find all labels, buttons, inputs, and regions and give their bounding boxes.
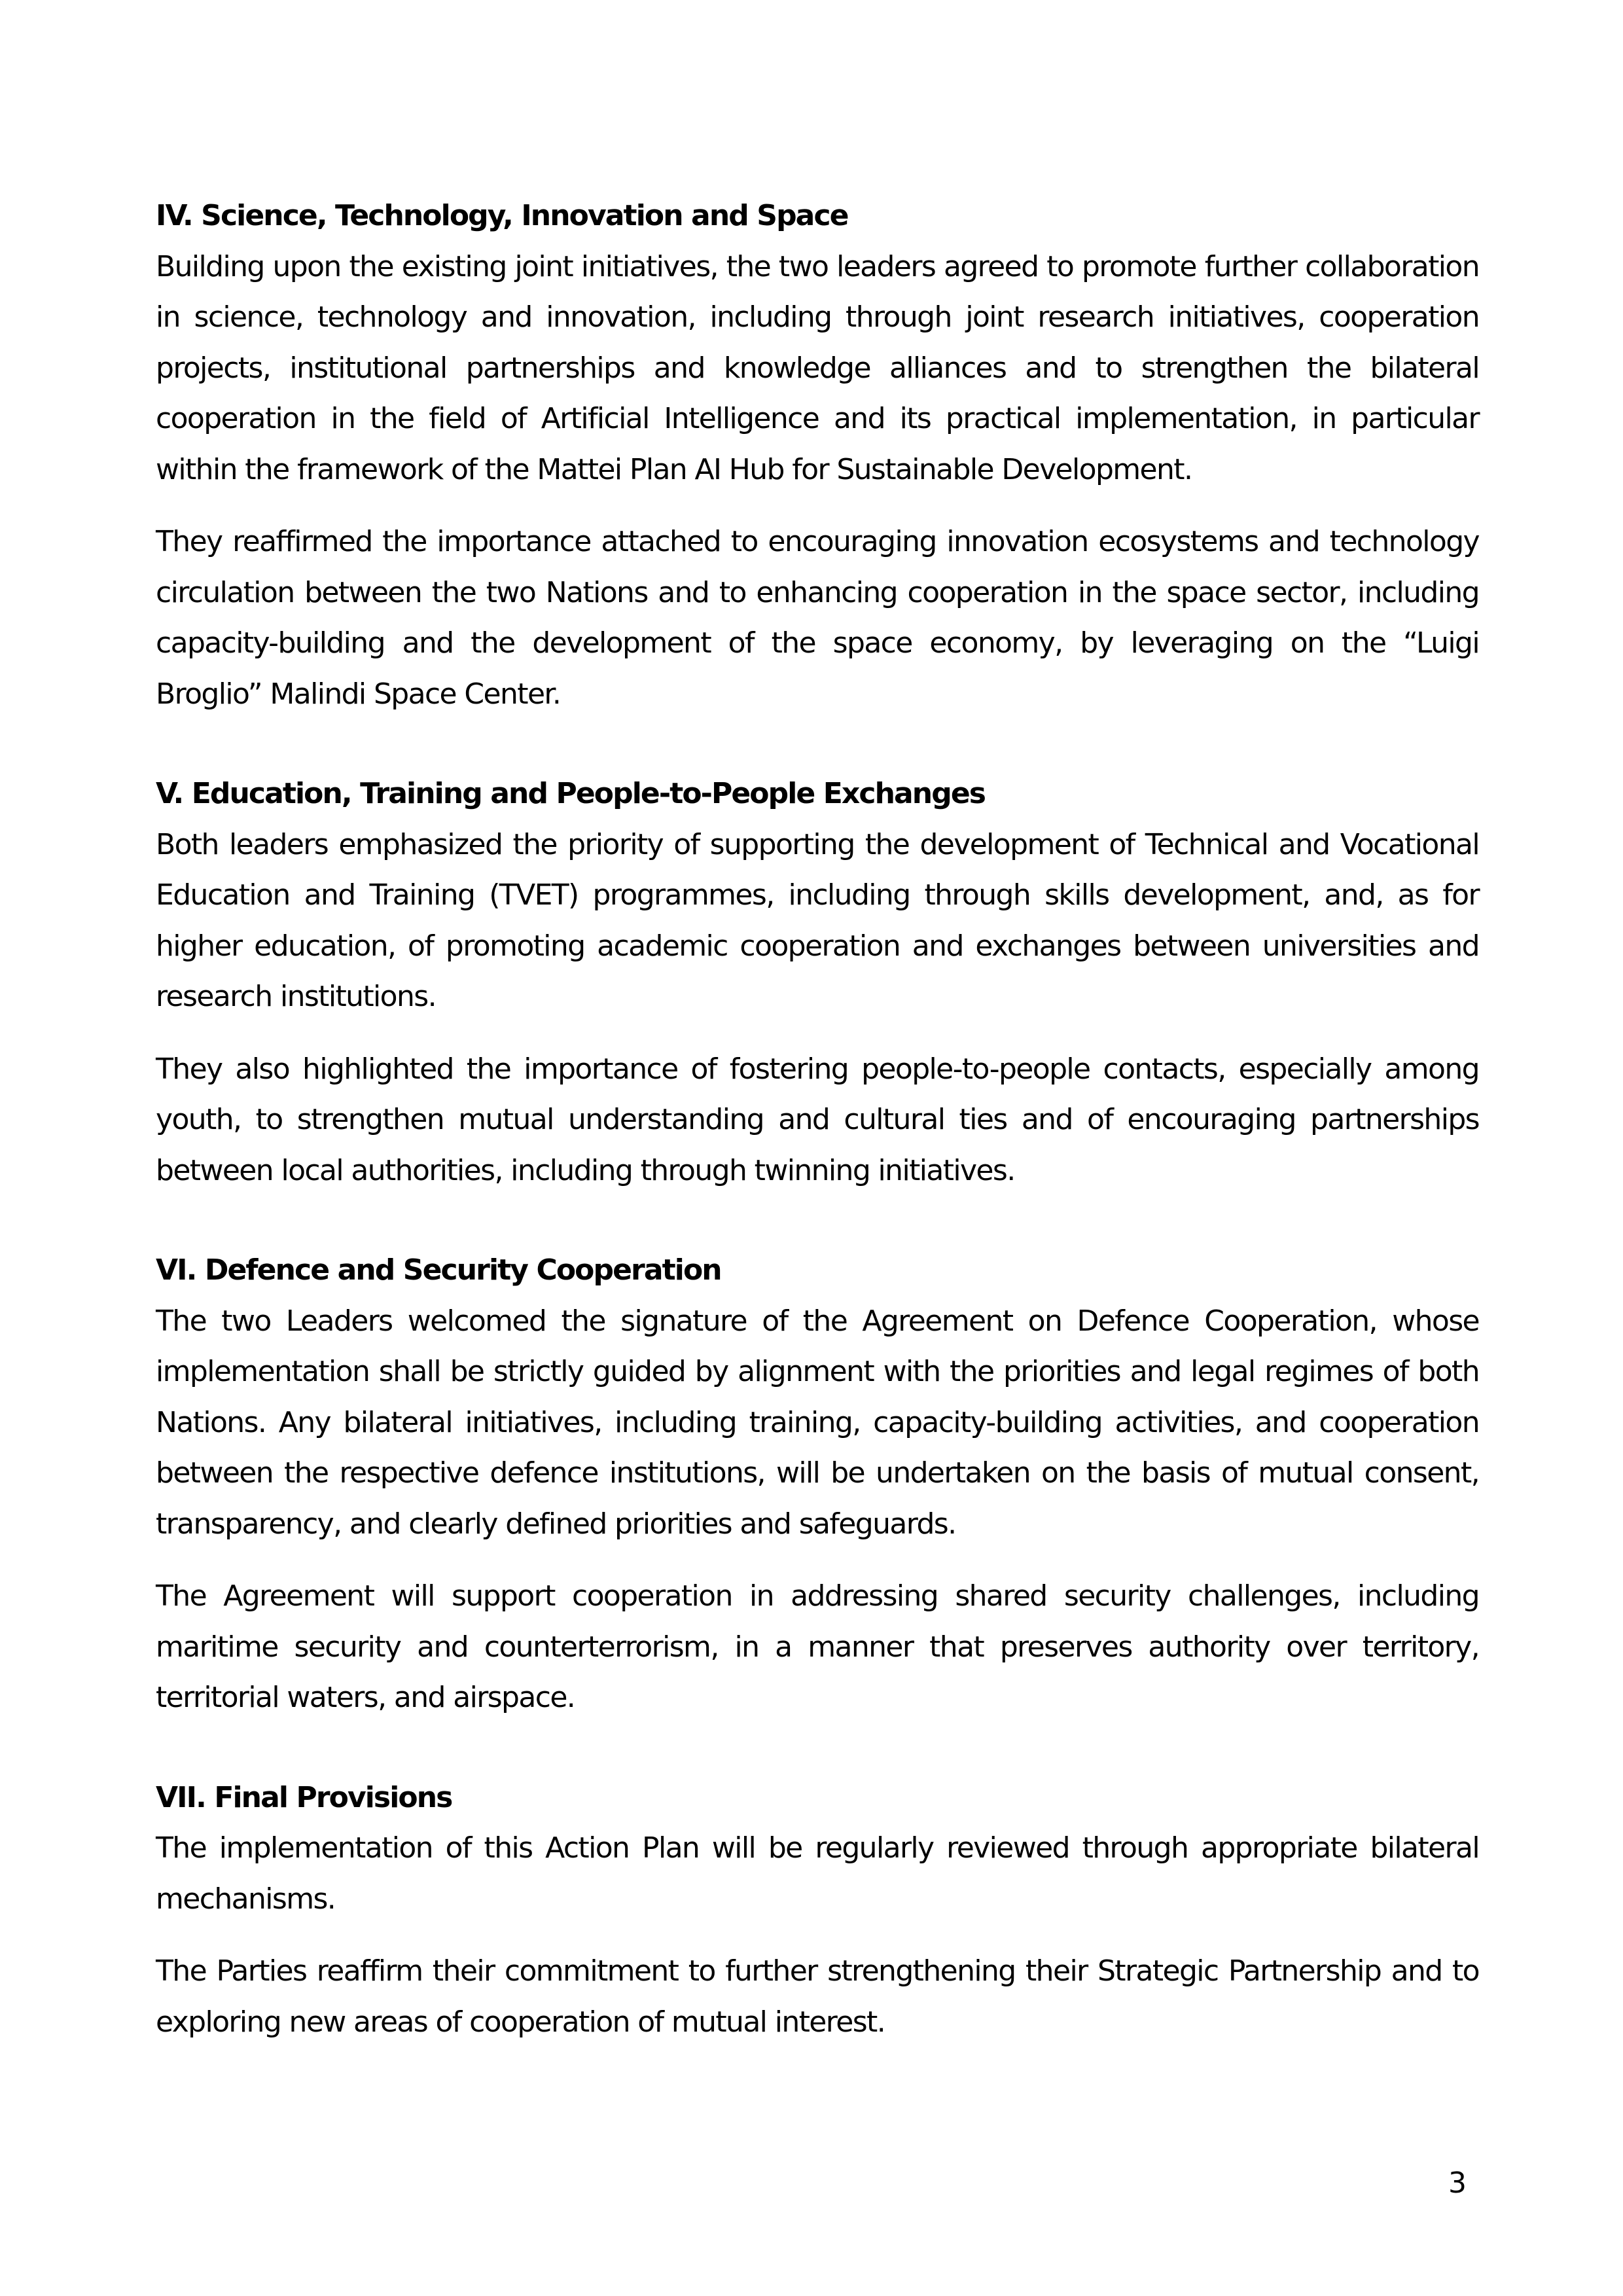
document-page <box>156 190 1479 2096</box>
page-number: 3 <box>1448 2166 1467 2200</box>
section-heading: VII. Final Provisions <box>156 1780 452 1814</box>
section-science-technology <box>156 190 1479 719</box>
paragraph: The implementation of this Action Plan will be regularly reviewed through appropriate bilateral mechanisms. <box>156 1831 1479 1916</box>
paragraph: The Agreement will support cooperation in addressing shared security challenges, including maritime security and counterterrorism, in a manner that preserves authority over territory, territorial waters, and airspace. <box>156 1579 1479 1714</box>
paragraph: The two Leaders welcomed the signature of the Agreement on Defence Cooperation, whose implementation shall be strictly guided by alignment with the priorities and legal regimes of both Nations. Any bilateral initiatives, including training, capacity-building activities, and cooperation between the respective defence institutions, will be undertaken on the basis of mutual consent, transparency, and clearly defined priorities and safeguards. <box>156 1304 1479 1541</box>
section-education-training <box>156 768 1479 1196</box>
paragraph: The Parties reaffirm their commitment to further strengthening their Strategic Partnership and to exploring new areas of cooperation of mutual interest. <box>156 1954 1479 2039</box>
section-final-provisions <box>156 1772 1479 2048</box>
paragraph: Building upon the existing joint initiatives, the two leaders agreed to promote further collaboration in science, technology and innovation, including through joint research initiatives, cooperation projects, institutional partnerships and knowledge alliances and to strengthen the bilateral cooperation in the field of Artificial Intelligence and its practical implementation, in particular within the framework of the Mattei Plan AI Hub for Sustainable Development. <box>156 249 1479 486</box>
section-defence-security <box>156 1245 1479 1723</box>
section-heading: IV. Science, Technology, Innovation and Space <box>156 199 848 232</box>
paragraph: They also highlighted the importance of fostering people-to-people contacts, especially among youth, to strengthen mutual understanding and cultural ties and of encouraging partnerships between local authorities, including through twinning initiatives. <box>156 1052 1479 1187</box>
paragraph: They reaffirmed the importance attached to encouraging innovation ecosystems and technology circulation between the two Nations and to enhancing cooperation in the space sector, including capacity-building and the development of the space economy, by leveraging on the “Luigi Broglio” Malindi Space Center. <box>156 525 1479 711</box>
section-heading: VI. Defence and Security Cooperation <box>156 1253 721 1287</box>
section-heading: V. Education, Training and People-to-People Exchanges <box>156 777 986 810</box>
paragraph: Both leaders emphasized the priority of supporting the development of Technical and Vocational Education and Training (TVET) programmes, including through skills development, and, as for higher education, of promoting academic cooperation and exchanges between universities and research institutions. <box>156 827 1479 1013</box>
